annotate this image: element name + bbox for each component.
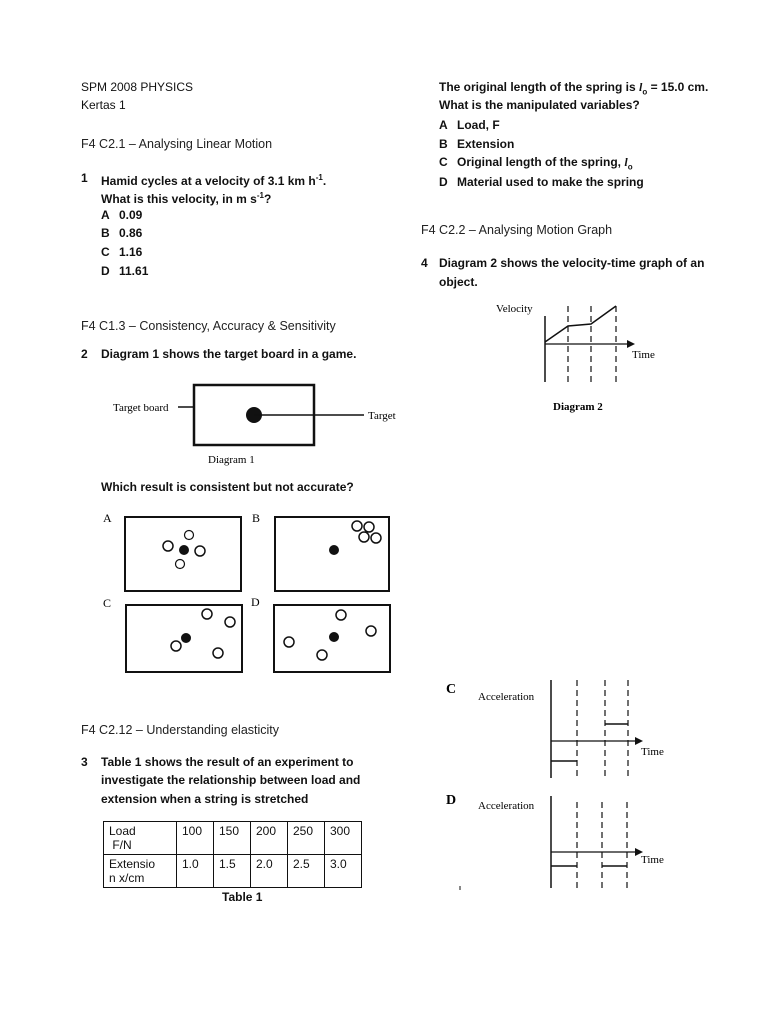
table-cell: 300 xyxy=(325,822,362,855)
table-cell: 150 xyxy=(214,822,251,855)
q4-stem-line1: Diagram 2 shows the velocity-time graph of an xyxy=(439,256,705,270)
option-c-ylabel: Acceleration xyxy=(478,691,535,703)
diagram-2-velocity-time-graph xyxy=(490,296,690,416)
diagram-2-caption: Diagram 2 xyxy=(553,401,603,413)
q3-stem-line2: investigate the relationship between load and xyxy=(101,773,361,787)
section-heading-consistency: F4 C1.3 – Consistency, Accuracy & Sensitivity xyxy=(81,319,336,333)
section-heading-motion-graph: F4 C2.2 – Analysing Motion Graph xyxy=(421,223,613,237)
q4-number: 4 xyxy=(421,256,428,270)
table-cell: 1.0 xyxy=(177,855,214,888)
table-head-extension: Extensio n x/cm xyxy=(104,855,177,888)
table-cell: 250 xyxy=(288,822,325,855)
option-d-xlabel: Time xyxy=(641,854,664,866)
q4-option-d-letter: D xyxy=(446,793,457,808)
q1-option-b[interactable]: B 0.86 xyxy=(101,226,143,240)
graph-xlabel: Time xyxy=(632,349,655,361)
table-cell: 3.0 xyxy=(325,855,362,888)
table-cell: 200 xyxy=(251,822,288,855)
q4-stem-line2: object. xyxy=(439,275,478,289)
q3-stem-line3: extension when a string is stretched xyxy=(101,792,309,806)
q3-stem-line1: Table 1 shows the result of an experiment to xyxy=(101,755,354,769)
q3-option-a[interactable]: A Load, F xyxy=(439,118,500,132)
q3-question: What is the manipulated variables? xyxy=(439,98,640,112)
q4-option-c-graph[interactable] xyxy=(440,676,680,786)
q1-stem-line1: Hamid cycles at a velocity of 3.1 km $h^{-1}$. xyxy=(101,173,327,188)
table-cell: 2.5 xyxy=(288,855,325,888)
table-row-extension xyxy=(104,855,362,888)
label-target: Target xyxy=(368,410,396,422)
q2-question: Which result is consistent but not accurate? xyxy=(101,480,354,494)
q4-option-d-graph[interactable] xyxy=(440,788,680,892)
q1-stem-line2: What is this velocity, in m $s^{-1}$? xyxy=(101,191,272,206)
q1-option-c[interactable]: C 1.16 xyxy=(101,245,143,259)
doc-title: SPM 2008 PHYSICS xyxy=(81,80,194,94)
panel-letter-b: B xyxy=(252,511,261,525)
panel-letter-d: D xyxy=(251,595,260,609)
q3-option-d[interactable]: D Material used to make the spring xyxy=(439,175,644,189)
q2-answer-panels xyxy=(100,508,400,686)
option-d-ylabel: Acceleration xyxy=(478,800,535,812)
q4-option-c-letter: C xyxy=(446,682,457,697)
q3-option-c[interactable]: C Original length of the spring, $l_o$ xyxy=(439,155,633,172)
panel-letter-c: C xyxy=(103,596,112,610)
q2-number: 2 xyxy=(81,347,88,361)
graph-ylabel: Velocity xyxy=(496,303,533,315)
option-c-xlabel: Time xyxy=(641,746,664,758)
section-heading-elasticity: F4 C2.12 – Understanding elasticity xyxy=(81,723,280,737)
section-heading-linear-motion: F4 C2.1 – Analysing Linear Motion xyxy=(81,137,273,151)
table-cell: 100 xyxy=(177,822,214,855)
q1-number: 1 xyxy=(81,171,88,185)
q1-option-a[interactable]: A 0.09 xyxy=(101,208,143,222)
q1-option-d[interactable]: D 11.61 xyxy=(101,264,149,278)
table-1-load-extension xyxy=(103,821,362,888)
q3-number: 3 xyxy=(81,755,88,769)
q3-original-length: The original length of the spring is $l_o = 15.0$ cm. xyxy=(439,80,709,97)
doc-paper: Kertas 1 xyxy=(81,98,126,112)
q3-option-b[interactable]: B Extension xyxy=(439,137,515,151)
table-1-caption: Table 1 xyxy=(222,890,263,904)
diagram-1-target-board xyxy=(108,380,408,470)
table-head-load: Load F/N xyxy=(104,822,177,855)
label-target-board: Target board xyxy=(113,402,169,414)
table-cell: 2.0 xyxy=(251,855,288,888)
table-row-load xyxy=(104,822,362,855)
panel-letter-a: A xyxy=(103,511,112,525)
diagram-1-caption: Diagram 1 xyxy=(208,454,255,466)
table-cell: 1.5 xyxy=(214,855,251,888)
q2-stem: Diagram 1 shows the target board in a game. xyxy=(101,347,357,361)
